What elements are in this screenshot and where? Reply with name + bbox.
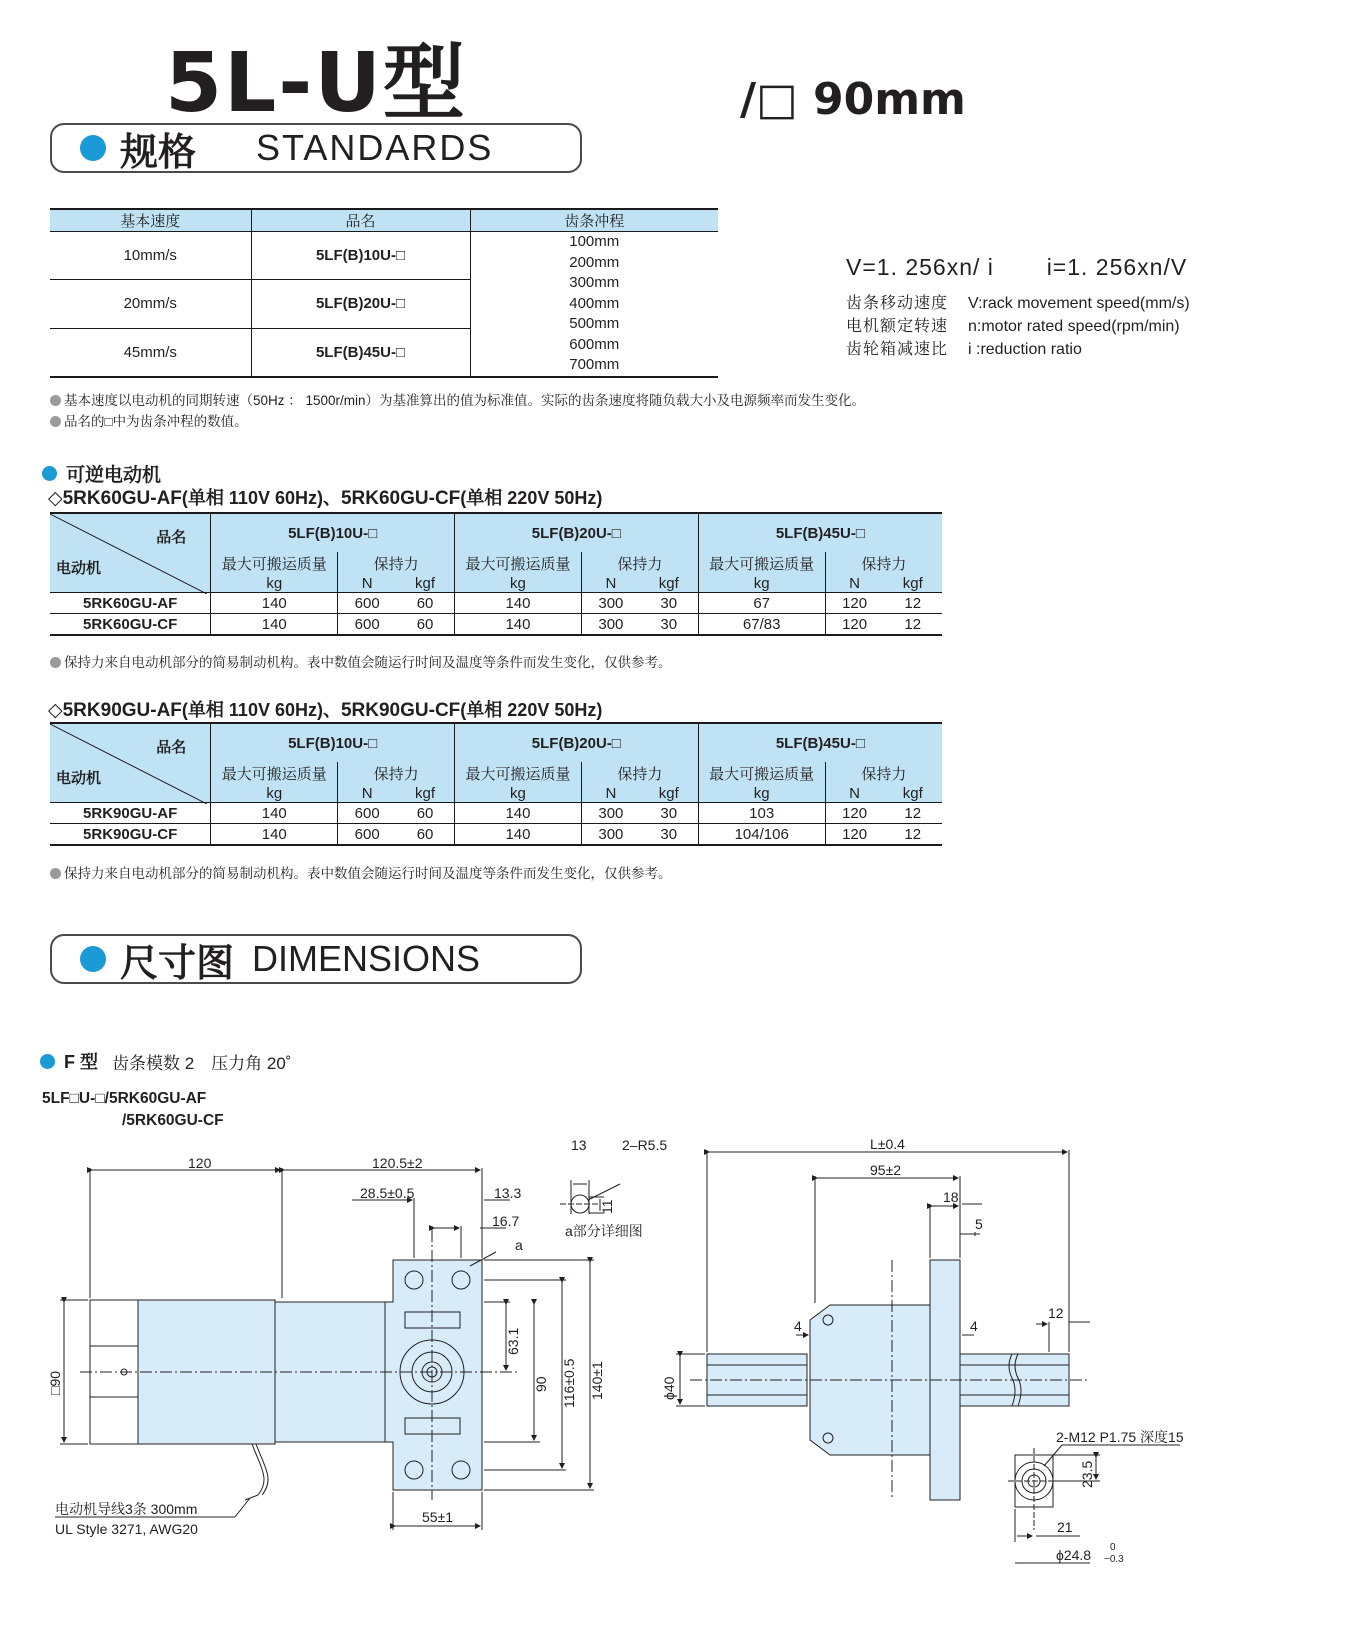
unit: N: [338, 574, 396, 593]
note: 品名的□中为齿条冲程的数值。: [50, 410, 248, 430]
formula: [846, 254, 1187, 281]
subheader: 保持力: [581, 552, 698, 574]
value-cell: 30: [640, 614, 698, 636]
table-row: [50, 803, 942, 824]
unit: N: [825, 784, 883, 803]
dim-sq90: □90: [47, 1370, 63, 1395]
motor-cell: 5RK90GU-CF: [50, 824, 211, 846]
table1-heading: [48, 484, 602, 510]
value-cell: 12: [884, 593, 942, 614]
dim-55: 55±1: [422, 1509, 454, 1525]
heading-spec: (单相 220V 50Hz): [460, 700, 603, 720]
dim-5: 5: [975, 1216, 983, 1232]
heading-spec: (单相 220V 50Hz): [460, 488, 603, 508]
unit: kg: [454, 784, 581, 803]
heading-model: 5RK60GU-CF: [340, 488, 461, 509]
unit: N: [338, 784, 396, 803]
f-type-label: F 型: [64, 1052, 98, 1072]
note: 基本速度以电动机的同期转速（50Hz ： 1500r/min）为基准算出的值为标准值。实际的齿条速度将随负载大小及电源频率而发生变化。: [50, 389, 865, 409]
dim-phi40: ϕ40: [661, 1376, 677, 1400]
motor-table-1: [50, 512, 942, 636]
unit: kg: [698, 574, 825, 593]
speed-cell: 10mm/s: [50, 232, 251, 280]
subheader: 保持力: [581, 762, 698, 784]
table-row: [50, 824, 942, 846]
value-cell: 140: [454, 803, 581, 824]
dim-18: 18: [943, 1189, 959, 1205]
unit: kgf: [884, 784, 942, 803]
standards-section-header: [50, 123, 582, 173]
gear-head: [385, 1260, 482, 1490]
value-cell: 60: [396, 803, 454, 824]
value-cell: 120: [825, 614, 883, 636]
detail-a-label: a部分详细图: [565, 1223, 643, 1239]
part-cell: 5LF(B)10U-□: [251, 232, 470, 280]
stroke-item: 200mm: [569, 253, 620, 271]
bullet-icon: [40, 1054, 55, 1069]
unit: kgf: [396, 574, 454, 593]
formula-v: V=1. 256xn/ i: [846, 254, 994, 280]
reversible-heading-text: 可逆电动机: [66, 465, 162, 486]
dim-12: 12: [1048, 1305, 1064, 1321]
heading-model: ◇5RK90GU-AF: [48, 700, 182, 721]
subheader: 最大可搬运质量: [211, 552, 338, 574]
legend-cn: 齿条移动速度: [846, 295, 949, 312]
motor-label: 电动机: [56, 560, 102, 577]
dimension-drawing: [0, 1090, 1350, 1640]
subheader: 最大可搬运质量: [698, 762, 825, 784]
stroke-item: 300mm: [569, 274, 620, 291]
subheader: 保持力: [825, 552, 942, 574]
stroke-item: 500mm: [569, 315, 620, 332]
page-title: 5L-U型: [165, 36, 467, 131]
dim-21: 21: [1057, 1519, 1073, 1535]
value-cell: 12: [884, 614, 942, 636]
tol-lower: −0.3: [1104, 1554, 1124, 1565]
subheader: 保持力: [338, 552, 455, 574]
value-cell: 103: [698, 803, 825, 824]
heading-spec: (单相 110V 60Hz)、: [181, 488, 341, 508]
value-cell: 30: [640, 803, 698, 824]
note: 保持力来自电动机部分的简易制动机构。表中数值会随运行时间及温度等条件而发生变化，仅供参考。: [50, 862, 672, 882]
subheader: 保持力: [825, 762, 942, 784]
heading-model: ◇5RK60GU-AF: [48, 488, 182, 509]
table2-heading: [48, 696, 602, 722]
col-header: 品名: [251, 209, 470, 232]
dim-235: 23.5: [1079, 1460, 1095, 1488]
dim-90: 90: [533, 1376, 549, 1392]
unit: kg: [698, 784, 825, 803]
value-cell: 67: [698, 593, 825, 614]
unit: kgf: [884, 574, 942, 593]
dim-631: 63.1: [505, 1327, 521, 1355]
dim-11: 11: [599, 1199, 615, 1214]
lead-label-1: 电动机导线3条 300mm: [55, 1501, 198, 1517]
formula-i: i=1. 256xn/V: [1046, 254, 1188, 280]
value-cell: 140: [211, 824, 338, 846]
dim-13: 13: [571, 1137, 587, 1153]
model-header: 5LF(B)45U-□: [698, 513, 942, 552]
subheader: 保持力: [338, 762, 455, 784]
value-cell: 140: [211, 593, 338, 614]
table-row: [50, 614, 942, 636]
subheader: 最大可搬运质量: [698, 552, 825, 574]
value-cell: 300: [581, 803, 639, 824]
bullet-icon: [80, 135, 106, 161]
dim-120: 120: [188, 1155, 212, 1171]
dim-167: 16.7: [492, 1213, 520, 1229]
diagonal-header: [50, 723, 211, 803]
value-cell: 120: [825, 803, 883, 824]
note: 保持力来自电动机部分的简易制动机构。表中数值会随运行时间及温度等条件而发生变化，仅供参考。: [50, 651, 672, 671]
subheader: 最大可搬运质量: [211, 762, 338, 784]
dim-m12: 2-M12 P1.75 深度15: [1056, 1429, 1184, 1445]
value-cell: 120: [825, 593, 883, 614]
heading-spec: (单相 110V 60Hz)、: [181, 700, 341, 720]
speed-cell: 45mm/s: [50, 328, 251, 376]
frame-size: /□ 90mm: [740, 74, 966, 125]
unit: kg: [211, 574, 338, 593]
bullet-icon: [42, 466, 57, 481]
model-header: 5LF(B)45U-□: [698, 723, 942, 762]
motor-cell: 5RK60GU-AF: [50, 593, 211, 614]
dim-116: 116±0.5: [561, 1358, 577, 1408]
stroke-item: 700mm: [569, 356, 620, 373]
value-cell: 104/106: [698, 824, 825, 846]
value-cell: 140: [211, 614, 338, 636]
motor-cell: 5RK60GU-CF: [50, 614, 211, 636]
stroke-item: 600mm: [569, 335, 620, 353]
col-header: 基本速度: [50, 209, 251, 232]
value-cell: 140: [211, 803, 338, 824]
subheader: 最大可搬运质量: [454, 762, 581, 784]
value-cell: 300: [581, 614, 639, 636]
lead-label-2: UL Style 3271, AWG20: [55, 1521, 198, 1537]
dimensions-en: DIMENSIONS: [252, 938, 481, 979]
legend-cn: 齿轮箱减速比: [846, 341, 949, 358]
table-row: [50, 593, 942, 614]
motor-label: 电动机: [56, 770, 102, 787]
dim-95: 95±2: [870, 1162, 902, 1178]
product-label: 品名: [156, 529, 187, 546]
dim-140: 140±1: [589, 1361, 605, 1400]
motor-table-2: [50, 722, 942, 846]
gearbox-flange: [275, 1302, 390, 1442]
dim-4a: 4: [794, 1318, 802, 1334]
value-cell: 120: [825, 824, 883, 846]
unit: kg: [454, 574, 581, 593]
value-cell: 12: [884, 824, 942, 846]
dim-r55: 2–R5.5: [622, 1137, 668, 1153]
value-cell: 140: [454, 824, 581, 846]
part-cell: 5LF(B)45U-□: [251, 328, 470, 376]
unit: N: [581, 574, 639, 593]
legend-en: V:rack movement speed(mm/s): [968, 295, 1190, 312]
unit: kg: [211, 784, 338, 803]
legend-cn: 电机额定转速: [846, 318, 949, 335]
legend-en: i :reduction ratio: [968, 341, 1082, 358]
dim-phi248: ϕ24.8: [1056, 1547, 1092, 1563]
stroke-item: 100mm: [569, 233, 620, 250]
model-header: 5LF(B)20U-□: [454, 513, 698, 552]
dimensions-section-header: [50, 934, 582, 984]
value-cell: 300: [581, 824, 639, 846]
stroke-list: [470, 232, 718, 377]
value-cell: 30: [640, 593, 698, 614]
dim-4b: 4: [970, 1318, 978, 1334]
value-cell: 140: [454, 593, 581, 614]
model-header: 5LF(B)10U-□: [211, 723, 455, 762]
dim-1205: 120.5±2: [372, 1155, 423, 1171]
value-cell: 30: [640, 824, 698, 846]
unit: N: [581, 784, 639, 803]
model-line: 5LF□U-□/5RK60GU-AF: [42, 1090, 207, 1107]
model-header: 5LF(B)10U-□: [211, 513, 455, 552]
subheader: 最大可搬运质量: [454, 552, 581, 574]
value-cell: 300: [581, 593, 639, 614]
heading-model: 5RK90GU-CF: [340, 700, 461, 721]
f-type-heading: [40, 1048, 291, 1074]
value-cell: 600: [338, 803, 396, 824]
legend-en: n:motor rated speed(rpm/min): [968, 318, 1180, 335]
value-cell: 60: [396, 824, 454, 846]
model-header: 5LF(B)20U-□: [454, 723, 698, 762]
dim-133: 13.3: [494, 1185, 522, 1201]
reversible-heading: [42, 460, 161, 487]
value-cell: 600: [338, 614, 396, 636]
formula-legend: [846, 292, 1190, 361]
unit: kgf: [640, 574, 698, 593]
tol-upper: 0: [1110, 1542, 1116, 1553]
standards-table: [50, 208, 718, 378]
speed-cell: 20mm/s: [50, 280, 251, 328]
value-cell: 600: [338, 824, 396, 846]
stroke-item: 400mm: [569, 294, 620, 312]
value-cell: 600: [338, 593, 396, 614]
value-cell: 12: [884, 803, 942, 824]
unit: N: [825, 574, 883, 593]
unit: kgf: [396, 784, 454, 803]
dim-L: L±0.4: [870, 1136, 905, 1152]
unit: kgf: [640, 784, 698, 803]
model-line: /5RK60GU-CF: [122, 1112, 224, 1129]
col-header: 齿条冲程: [470, 209, 718, 232]
bullet-icon: [80, 946, 106, 972]
value-cell: 67/83: [698, 614, 825, 636]
value-cell: 140: [454, 614, 581, 636]
motor-cell: 5RK90GU-AF: [50, 803, 211, 824]
value-cell: 60: [396, 614, 454, 636]
product-label: 品名: [156, 739, 187, 756]
standards-cn: 规格: [120, 129, 197, 174]
part-cell: 5LF(B)20U-□: [251, 280, 470, 328]
diagonal-header: [50, 513, 211, 593]
value-cell: 60: [396, 593, 454, 614]
f-type-spec: 齿条模数 2 压力角 20˚: [112, 1053, 292, 1073]
label-a: a: [515, 1237, 523, 1253]
dimensions-cn: 尺寸图: [120, 940, 235, 985]
dim-285: 28.5±0.5: [360, 1185, 415, 1201]
standards-en: STANDARDS: [256, 127, 494, 168]
